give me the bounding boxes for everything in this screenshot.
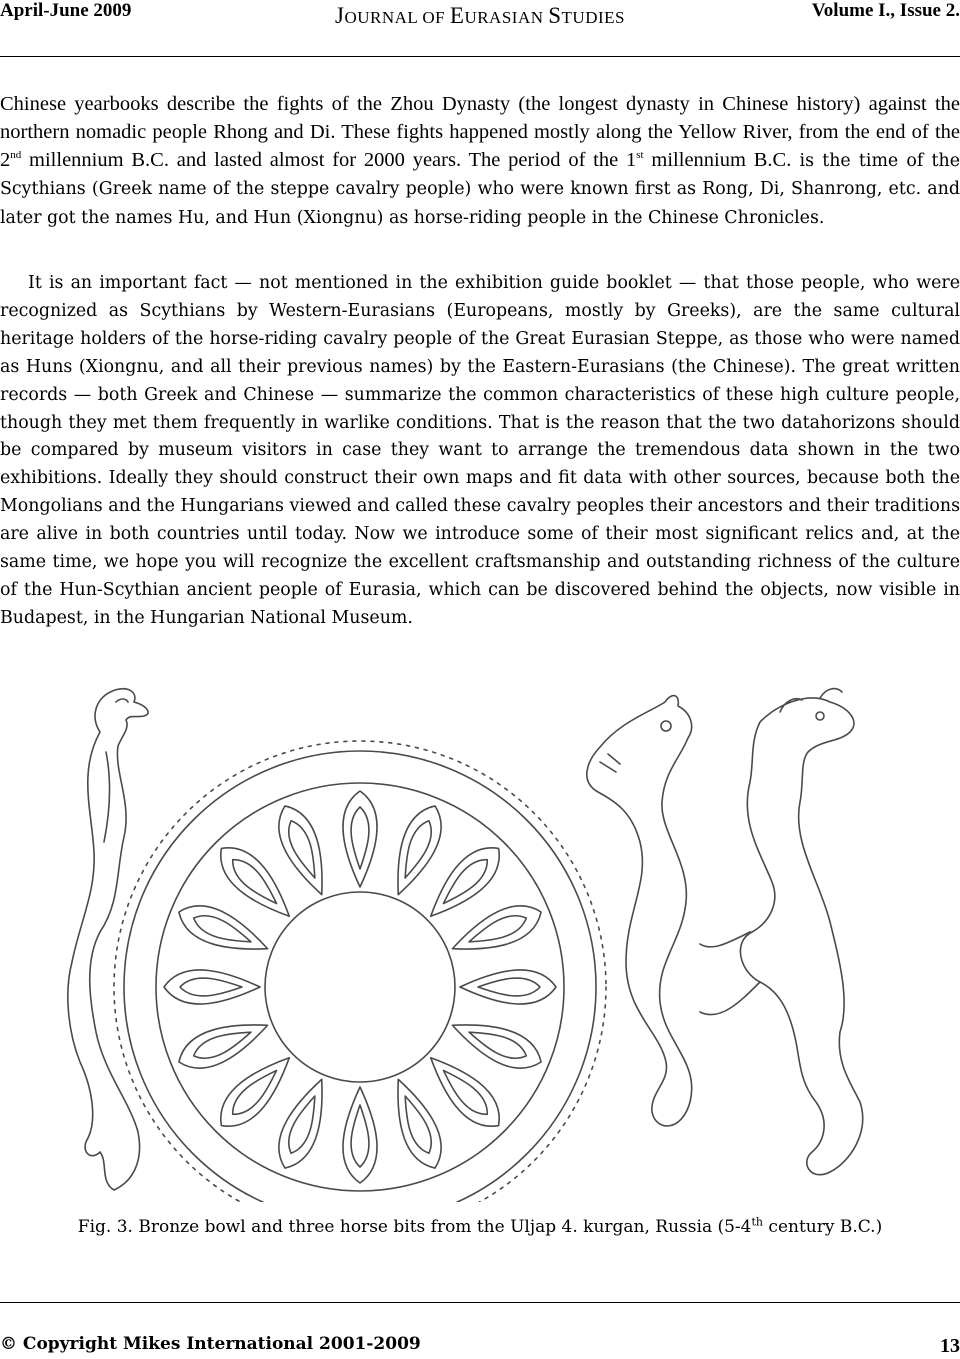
bowl-petal — [269, 799, 337, 901]
bowl-petal — [269, 1073, 337, 1175]
bowl-petal — [172, 896, 274, 964]
paragraph-1-tail: is the time of the Scythians (Greek name of the steppe cavalry people) who were known first as Rong, Di, Shanrong, etc. and later got the names Hu, and Hun (Xiongnu) as horse-riding people in the Chinese Chronicles. — [0, 150, 960, 229]
bowl-petal-inner — [283, 1093, 323, 1157]
footer-rule — [0, 1302, 960, 1303]
bowl-petal-inner — [283, 817, 323, 881]
bowl-petal — [419, 1046, 511, 1138]
bronze-bowl-icon — [114, 741, 606, 1202]
bowl-petal-inner — [190, 1024, 254, 1064]
bowl-petal-inner — [466, 910, 530, 950]
bowl-petal-inner — [466, 1024, 530, 1064]
paragraph-2: It is an important fact — not mentioned in the exhibition guide booklet — that those people, who were recognized as Scythians by Western-Eurasians (Europeans, mostly by Greeks), are the same cultural heritage holders of the horse-riding cavalry people of the Great Eurasian Steppe, as those who were named as Huns (Xiongnu, and all their previous names) by the Eastern-Eurasians (the Chinese). The great written records — both Greek and Chinese — summarize the common characteristics of these high culture people, though they met them frequently in warlike conditions. That is the reason that the two datahorizons should be compared by museum visitors in case they want to arrange the tremendous data shown in the two exhibitions. Ideally they should construct their own maps and fit data with other sources, because both the Mongolians and the Hungarians viewed and called these cavalry peoples their ancestors and their traditions are alive in both countries until today. Now we introduce some of their most significant relics and, at the same time, we hope you will recognize the excellent craftsmanship and outstanding richness of the culture of the Hun-Scythian ancient people of Eurasia, which can be discovered behind the objects, now visible in Budapest, in the Hungarian National Museum. — [0, 273, 960, 628]
journal-title: JOURNAL OF EURASIAN STUDIES — [334, 3, 625, 28]
bowl-petal-inner — [397, 817, 437, 881]
bowl-petal-inner — [478, 978, 540, 996]
paragraph-1: Chinese yearbooks describe the fights of the Zhou Dynasty (the longest dynasty in Chinese history) against the northern nomadic people Rhong and Di. These fights happened mostly along the Yellow River, from the end of the 2nd millennium B.C. and lasted almost for 2000 years. The period of the 1st millennium B.C. is the time of the Scythians (Greek name of the steppe cavalry people) who were known first as Rong, Di, Shanrong, etc. and later got the names Hu, and Hun (Xiongnu) as horse-riding people in the Chinese Chronicles. — [0, 93, 960, 229]
horse-bit-ram-icon — [700, 689, 863, 1175]
bowl-petal-inner — [351, 807, 369, 869]
horse-bit-bird-icon — [68, 689, 148, 1190]
bowl-petal-inner — [397, 1093, 437, 1157]
bowl-petal — [172, 1010, 274, 1078]
bowl-petal — [460, 970, 556, 1004]
horse-bit-dragon-icon — [587, 696, 692, 1126]
bowl-petal — [383, 1073, 451, 1175]
bowl-petal — [209, 836, 301, 928]
bowl-petal — [446, 1010, 548, 1078]
bowl-petal-inner — [190, 910, 254, 950]
page-number: 13 — [940, 1335, 960, 1357]
bowl-petal — [383, 799, 451, 901]
copyright-notice: © Copyright Mikes International 2001-2009 — [0, 1334, 421, 1354]
bowl-petal — [446, 896, 548, 964]
bowl-petal-inner — [180, 978, 242, 996]
header-volume: Volume I., Issue 2. — [811, 0, 960, 21]
figure-caption: Fig. 3. Bronze bowl and three horse bits from the Uljap 4. kurgan, Russia (5-4th century B.C.) — [77, 1215, 883, 1237]
bowl-petal — [164, 970, 260, 1004]
bowl-petal — [343, 791, 377, 887]
bowl-petal — [419, 836, 511, 928]
figure-bowl-and-horse-bits — [60, 662, 940, 1202]
bowl-petal-inner — [351, 1105, 369, 1167]
header-rule — [0, 56, 960, 57]
bowl-petal — [343, 1087, 377, 1183]
header-date: April-June 2009 — [0, 0, 132, 21]
bowl-petal — [209, 1046, 301, 1138]
